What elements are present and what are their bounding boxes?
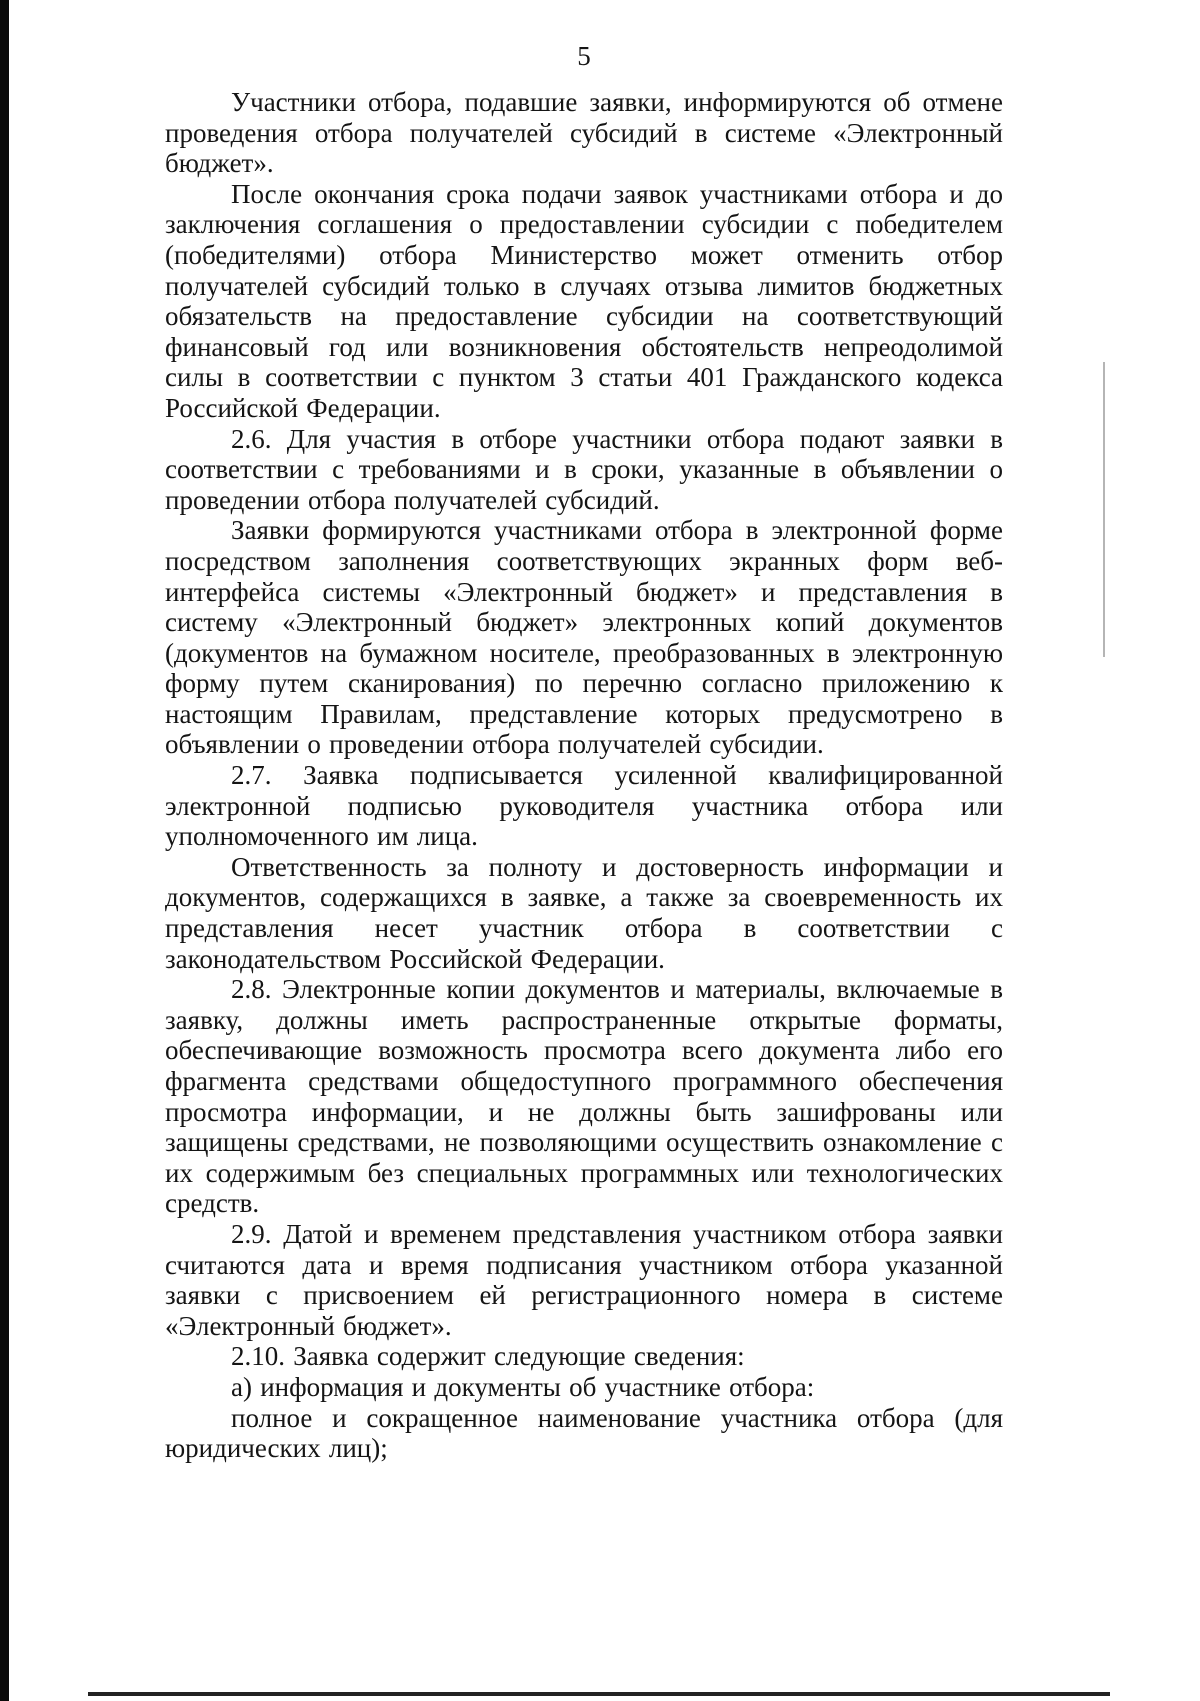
paragraph: Заявки формируются участниками отбора в электронной форме посредством заполнения соответствующих экранных форм веб-интерфейса системы «Электронный бюджет» и представления в систему «Электронный бюджет» электронных копий документов (документов на бумажном носителе, преобразованных в электронную форму путем сканирования) по перечню согласно приложению к настоящим Правилам, представление которых предусмотрено в объявлении о проведении отбора получателей субсидии. xyxy=(165,515,1003,760)
paragraph: полное и сокращенное наименование участника отбора (для юридических лиц); xyxy=(165,1402,1003,1464)
paragraph: 2.6. Для участия в отборе участники отбора подают заявки в соответствии с требованиями и в сроки, указанные в объявлении о проведении отбора получателей субсидий. xyxy=(165,423,1003,515)
scan-artifact-right-line xyxy=(1103,362,1105,657)
paragraph: 2.7. Заявка подписывается усиленной квалифицированной электронной подписью руководителя участника отбора или уполномоченного им лица. xyxy=(165,760,1003,852)
body-text xyxy=(165,87,1003,1464)
paragraph: 2.8. Электронные копии документов и материалы, включаемые в заявку, должны иметь распространенные открытые форматы, обеспечивающие возможность просмотра всего документа либо его фрагмента средствами общедоступного программного обеспечения просмотра информации, и не должны быть зашифрованы или защищены средствами, не позволяющими осуществить ознакомление с их содержимым без специальных программных или технологических средств. xyxy=(165,974,1003,1219)
scan-edge-artifact-left xyxy=(0,0,9,1701)
paragraph: После окончания срока подачи заявок участниками отбора и до заключения соглашения о предоставлении субсидии с победителем (победителями) отбора Министерство может отменить отбор получателей субсидий только в случаях отзыва лимитов бюджетных обязательств на предоставление субсидии на соответствующий финансовый год или возникновения обстоятельств непреодолимой силы в соответствии с пунктом 3 статьи 401 Гражданского кодекса Российской Федерации. xyxy=(165,178,1003,423)
paragraph: 2.9. Датой и временем представления участником отбора заявки считаются дата и время подписания участником отбора указанной заявки с присвоением ей регистрационного номера в системе «Электронный бюджет». xyxy=(165,1218,1003,1341)
paragraph: Участники отбора, подавшие заявки, информируются об отмене проведения отбора получателей субсидий в системе «Электронный бюджет». xyxy=(165,87,1003,179)
paragraph: Ответственность за полноту и достоверность информации и документов, содержащихся в заявке, а также за своевременность их представления несет участник отбора в соответствии с законодательством Российской Федерации. xyxy=(165,851,1003,974)
scan-artifact-bottom-line xyxy=(88,1692,1110,1696)
page-number: 5 xyxy=(577,41,591,71)
paragraph: 2.10. Заявка содержит следующие сведения: xyxy=(231,1341,745,1372)
paragraph: а) информация и документы об участнике отбора: xyxy=(231,1371,815,1402)
